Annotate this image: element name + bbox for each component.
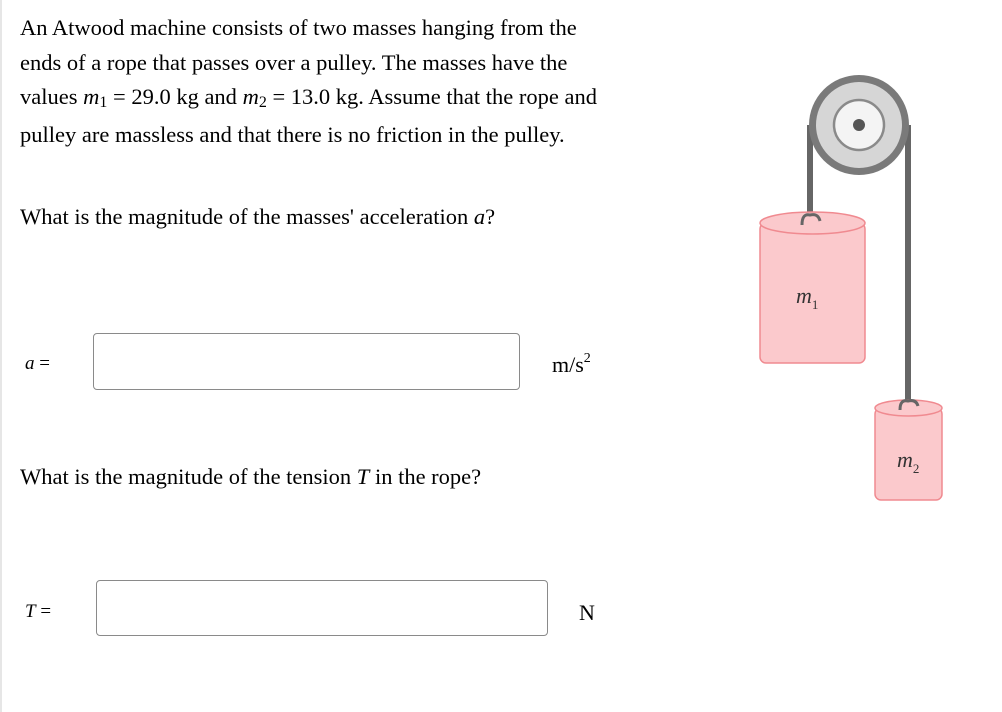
acceleration-input[interactable] (93, 333, 520, 390)
and-text: and (198, 84, 243, 109)
acceleration-label: a = (25, 353, 50, 374)
tension-label: T = (25, 601, 52, 622)
mass-1 (760, 212, 865, 363)
problem-statement (20, 11, 620, 152)
question-acceleration: What is the magnitude of the masses' acceleration a? (20, 204, 496, 229)
m1-value: 29.0 kg (131, 84, 199, 109)
page-left-border (0, 0, 2, 712)
equals-sign: = (107, 84, 132, 109)
m2-symbol: m2 (242, 84, 267, 111)
assumption-text: . Assume that the rope and pulley are massless and that there is no friction in the pulley. (20, 84, 597, 147)
mass-2 (875, 400, 942, 500)
m2-figure-label: $m_2$ (897, 447, 920, 476)
question-tension: What is the magnitude of the tension T in the rope? (20, 464, 482, 489)
acceleration-unit: $m/s^2$ (552, 350, 591, 377)
pulley-axle (853, 119, 865, 131)
atwood-machine-figure (740, 55, 950, 505)
tension-input[interactable] (96, 580, 548, 636)
intro-text: An Atwood machine consists of two masses hanging from the ends of a rope that passes over a pulley. The masses have the values (20, 15, 577, 109)
m1-figure-label: $m_1$ (796, 283, 819, 312)
m1-symbol: m1 (83, 84, 108, 111)
tension-unit: N (579, 600, 595, 625)
m2-value: 13.0 kg (290, 84, 359, 109)
equals-sign-2: = (266, 84, 291, 109)
